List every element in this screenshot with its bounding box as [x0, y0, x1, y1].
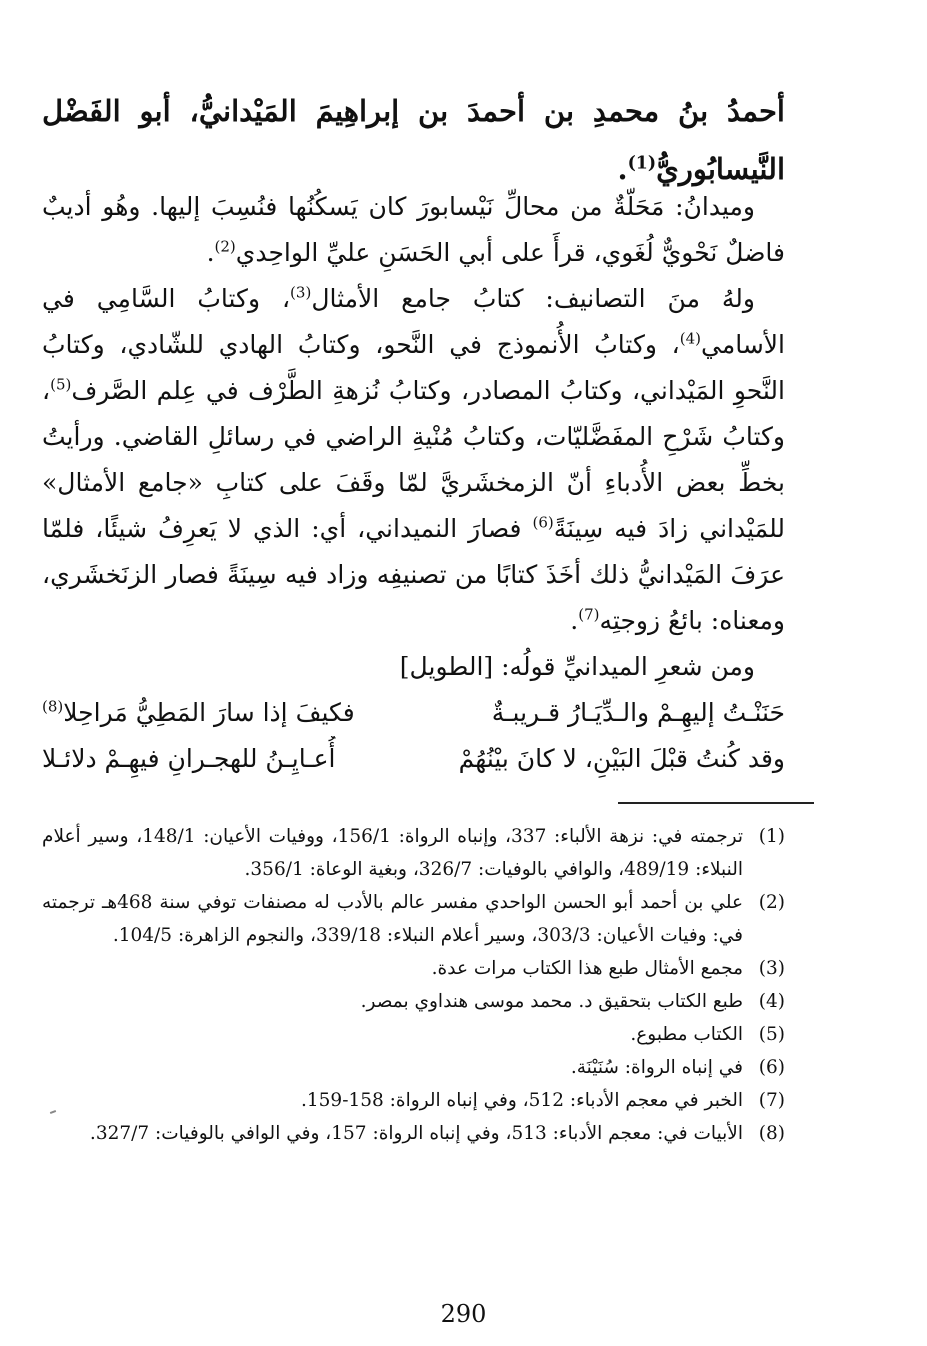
footnote-number: (3) — [758, 958, 785, 979]
footnote-ref: (7) — [578, 605, 600, 624]
poem-verse — [42, 690, 785, 736]
footnote-number: (1) — [758, 826, 785, 847]
footnote-number: (8) — [758, 1123, 785, 1144]
paragraph-text: وميدانُ: مَحَلّةٌ من محالِّ نَيْسابورَ كان يَسكُنُها فنُسِبَ إليها. وهُو أديبٌ فاضلٌ نَحْويٌّ لُغَوي، قرأَ على أبي الحَسَنِ عليِّ الواحِدي — [42, 192, 785, 267]
footnote-ref: (3) — [290, 283, 312, 302]
body-paragraph-2 — [42, 276, 785, 644]
footnote-text: في إنباه الرواة: سُنَيْنَة. — [570, 1057, 743, 1078]
poem-intro-text: ومن شعرِ الميدانيِّ قولُه: [الطويل] — [399, 652, 755, 681]
poem-intro — [42, 644, 785, 690]
footnote-number: (5) — [758, 1024, 785, 1045]
footnote-ref: (6) — [532, 513, 554, 532]
footnote-number: (2) — [758, 892, 785, 913]
footnote-text: ترجمته في: نزهة الألباء: 337، وإنباه الرواة: 156/1، ووفيات الأعيان: 148/1، وسير أعلام النبلاء: 489/19، والوافي بالوفيات: 326/7، وبغية الوعاة: 356/1. — [42, 826, 743, 880]
heading-end: . — [617, 152, 628, 186]
footnote-item — [42, 886, 785, 952]
entry-heading — [42, 82, 785, 198]
body-paragraph-1 — [42, 184, 785, 276]
footnote-item — [42, 820, 785, 886]
footnote-item — [42, 1018, 785, 1051]
footnote-text: علي بن أحمد أبو الحسن الواحدي مفسر عالم بالأدب له مصنفات توفي سنة 468هـ ترجمته في: وفيات الأعيان: 303/3، وسير أعلام النبلاء: 339/18، والنجوم الزاهرة: 104/5. — [42, 892, 744, 946]
footnote-ref: (2) — [214, 237, 236, 256]
footnote-text: الخبر في معجم الأدباء: 512، وفي إنباه الرواة: 158-159. — [301, 1090, 743, 1111]
footnote-text: الكتاب مطبوع. — [630, 1024, 743, 1045]
footnote-ref: (1) — [627, 153, 657, 174]
footnote-item — [42, 1117, 785, 1150]
paragraph-text: ولهُ منَ التصانيف: كتابُ جامع الأمثال — [311, 284, 755, 313]
footnote-separator — [618, 802, 814, 804]
footnote-number: (7) — [758, 1090, 785, 1111]
paragraph-text: ، وكتابُ الأُنموذج في النَّحو، وكتابُ الهادي للشّادي، وكتابُ النَّحوِ المَيْداني، وكتابُ المصادر، وكتابُ نُزهةِ الطَّرْف في عِلم الصَّرف — [42, 330, 785, 405]
footnote-number: (4) — [758, 991, 785, 1012]
verse-first-half: وقد كُنتُ قبْلَ البَيْنِ، لا كانَ بيْنُهُمْ — [458, 744, 785, 773]
footnote-ref: (5) — [50, 375, 72, 394]
verse-first-half: حَنَنْـتُ إليهِـمْ والـدِّيَـارُ قـريبـةٌ — [491, 698, 785, 727]
heading-text: أحمدُ بنُ محمدِ بن أحمدَ بن إبراهِيمَ المَيْدانيُّ، أبو الفَضْل النَّيسابُوريُّ — [42, 94, 785, 186]
verse-second-half: فكيفَ إذا سارَ المَطِيُّ مَراحِلا$^{(8)}$ — [42, 697, 355, 727]
footnote-item — [42, 1051, 785, 1084]
poem-verse — [42, 736, 785, 782]
footnote-item — [42, 1084, 785, 1117]
footnote-item — [42, 985, 785, 1018]
footnote-ref: (8) — [42, 697, 64, 716]
footnote-text: الأبيات في: معجم الأدباء: 513، وفي إنباه الرواة: 157، وفي الوافي بالوفيات: 327/7. — [89, 1123, 743, 1144]
footnote-number: (6) — [758, 1057, 785, 1078]
paragraph-text: ، وكتابُ شَرْحِ المفَضَّليّات، وكتابُ مُنْيةِ الراضي في رسائلِ القاضي. ورأيتُ بخطِّ بعض الأُدباءِ أنّ الزمخشَريَّ لمّا وقَفَ على كتابِ «جامع الأمثال» للمَيْداني زادَ فيه سِينَةً — [42, 376, 785, 543]
verse-second-half: أُعـايِـنُ للهجـرانِ فيهِـمْ دلائـلا — [42, 744, 336, 773]
paragraph-text: ، وكتابُ السَّامِي في الأسامي — [42, 284, 785, 359]
paragraph-text: . — [206, 238, 215, 267]
page-number: 290 — [440, 1300, 487, 1328]
paragraph-text: فصارَ النميداني، أي: الذي لا يَعرِفُ شيئًا، فلمّا عرَفَ المَيْدانيُّ ذلك أخَذَ كتابًا من تصنيفِه وزاد فيه سِينَةً فصار الزنَخشَري، ومعناه: بائعُ زوجتِه — [42, 514, 785, 635]
poem — [42, 690, 785, 782]
footnote-ref: (4) — [679, 329, 701, 348]
paragraph-text: . — [570, 606, 579, 635]
footnote-text: طبع الكتاب بتحقيق د. محمد موسى هنداوي بمصر. — [360, 991, 743, 1012]
footnote-text: مجمع الأمثال طبع هذا الكتاب مرات عدة. — [431, 958, 743, 979]
footnote-item — [42, 952, 785, 985]
footnotes — [42, 820, 785, 1150]
